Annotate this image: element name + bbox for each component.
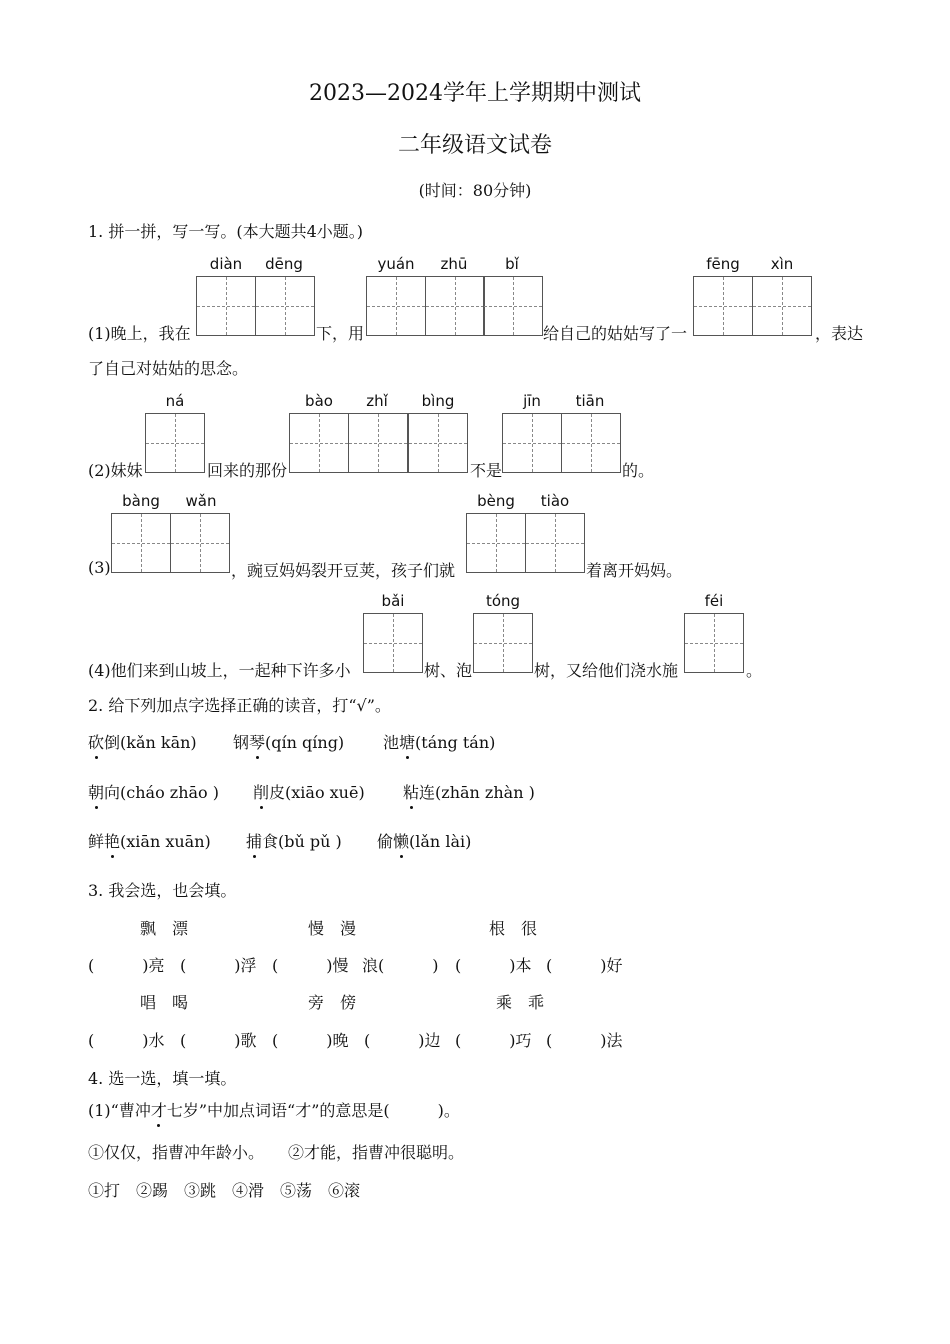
exam-time: (时间：80分钟) — [418, 181, 532, 200]
q2-item-rest: (qín qíng) — [265, 733, 345, 752]
q3-fill-blank[interactable]: ( )好 — [546, 956, 623, 975]
dotted-char: 捕 — [246, 829, 262, 852]
pinyin: bèng — [477, 492, 515, 510]
q4-heading: 4. 选一选，填一填。 — [88, 1069, 237, 1088]
q2-item-pre: 池 — [383, 733, 400, 752]
dotted-char: 懒 — [393, 829, 409, 852]
q4-question-post: 七岁”中加点词语“才”的意思是( )。 — [166, 1101, 460, 1120]
q3-word-pair: 唱 喝 — [140, 993, 189, 1012]
pinyin: bìng — [421, 392, 455, 410]
q3-word-pair: 慢 漫 — [308, 919, 357, 938]
q4-question — [88, 1098, 460, 1121]
q2-item-rest: 倒(kǎn kān) — [104, 733, 197, 752]
pinyin: ná — [165, 392, 185, 410]
writing-grid[interactable] — [363, 613, 422, 673]
writing-grid[interactable] — [289, 413, 406, 473]
writing-grid[interactable] — [466, 513, 583, 573]
pinyin: féi — [704, 592, 724, 610]
q4-question-pre: (1)“曹冲 — [88, 1101, 151, 1120]
dotted-char: 艳 — [104, 829, 120, 852]
q3-fill-blank[interactable]: ( )慢 — [272, 956, 349, 975]
dotted-char: 塘 — [399, 730, 415, 753]
writing-grid[interactable] — [408, 413, 467, 473]
q2-item — [88, 829, 211, 852]
q2-item-pre: 鲜 — [88, 832, 105, 851]
q2-item-rest: 向(cháo zhāo ) — [104, 783, 220, 802]
q1-s4-text: 树，又给他们浇水施 — [534, 661, 679, 680]
q2-item-rest: (táng tán) — [415, 733, 496, 752]
writing-grid[interactable] — [502, 413, 619, 473]
q2-item — [88, 730, 197, 753]
pinyin: bàng — [122, 492, 160, 510]
q3-word-pair: 根 很 — [489, 919, 538, 938]
q4-options: ①仅仅，指曹冲年龄小。 ②才能，指曹冲很聪明。 — [88, 1143, 465, 1162]
pinyin: fēng — [706, 255, 740, 273]
q2-item-rest: 连(zhān zhàn ) — [419, 783, 535, 802]
q1-s4-text: (4)他们来到山坡上，一起种下许多小 — [88, 661, 351, 680]
q1-s3-text: (3) — [88, 558, 111, 577]
writing-grid[interactable] — [196, 276, 313, 336]
q3-fill-blank[interactable]: ( )亮 — [88, 956, 165, 975]
q3-fill-blank[interactable]: 浪( ) — [362, 956, 439, 975]
q3-word-pair: 飘 漂 — [140, 919, 189, 938]
writing-grid[interactable] — [145, 413, 204, 473]
q2-item-pre: 钢 — [233, 733, 250, 752]
q3-fill-blank[interactable]: ( )歌 — [180, 1031, 257, 1050]
writing-grid[interactable] — [473, 613, 532, 673]
pinyin: xìn — [770, 255, 794, 273]
q2-item-pre: 偷 — [377, 832, 394, 851]
q1-s2-text: 不是 — [470, 461, 503, 480]
exam-subtitle: 二年级语文试卷 — [397, 133, 552, 158]
pinyin: tiào — [540, 492, 570, 510]
q2-item-rest: 食(bǔ pǔ ) — [262, 832, 342, 851]
q1-s1-text: 了自己对姑姑的思念。 — [88, 359, 249, 378]
pinyin: jīn — [523, 392, 541, 410]
q2-item — [377, 829, 471, 852]
q1-s1-text: (1)晚上，我在 — [88, 324, 191, 343]
q1-heading: 1. 拼一拼，写一写。(本大题共4小题。) — [88, 222, 364, 241]
dotted-char: 琴 — [249, 730, 265, 753]
q1-s1-text: ，表达 — [815, 324, 864, 343]
q1-s1-text: 给自己的姑姑写了一 — [543, 324, 688, 343]
q3-fill-blank[interactable]: ( )法 — [546, 1031, 623, 1050]
q1-s2-text: 回来的那份 — [207, 461, 288, 480]
q3-fill-blank[interactable]: ( )水 — [88, 1031, 165, 1050]
q3-heading: 3. 我会选，也会填。 — [88, 881, 237, 900]
q1-s3-text: ，豌豆妈妈裂开豆荚，孩子们就 — [231, 561, 456, 580]
q1-s4-text: 。 — [746, 661, 763, 680]
pinyin: tóng — [485, 592, 521, 610]
q3-fill-blank[interactable]: ( )巧 — [455, 1031, 532, 1050]
q3-fill-blank[interactable]: ( )本 — [455, 956, 532, 975]
q3-fill-blank[interactable]: ( )浮 — [180, 956, 257, 975]
q1-s2-text: (2)妹妹 — [88, 461, 143, 480]
q2-item — [383, 730, 495, 753]
q2-item — [88, 780, 219, 803]
q1-s2-text: 的。 — [622, 461, 655, 480]
writing-grid[interactable] — [366, 276, 542, 336]
dotted-char: 朝 — [88, 780, 104, 803]
q2-heading: 2. 给下列加点字选择正确的读音，打“√”。 — [88, 696, 391, 715]
q3-word-pair: 旁 傍 — [308, 993, 357, 1012]
pinyin: bào — [305, 392, 333, 410]
writing-grid[interactable] — [111, 513, 228, 573]
pinyin: bǐ — [505, 255, 519, 273]
q2-item-rest: 皮(xiāo xuē) — [269, 783, 365, 802]
q2-item-rest: (xiān xuān) — [120, 832, 211, 851]
pinyin: zhū — [440, 255, 468, 273]
dotted-char: 才 — [151, 1098, 167, 1121]
writing-grid[interactable] — [684, 613, 743, 673]
q1-s3-text: 着离开妈妈。 — [586, 561, 683, 580]
q2-item-rest: (lǎn lài) — [409, 832, 472, 851]
q4-options: ①打 ②踢 ③跳 ④滑 ⑤荡 ⑥滚 — [88, 1181, 361, 1200]
writing-grid[interactable] — [693, 276, 810, 336]
dotted-char: 削 — [253, 780, 269, 803]
q2-item — [246, 829, 342, 852]
pinyin: dēng — [265, 255, 303, 273]
q2-item — [253, 780, 365, 803]
pinyin: diàn — [209, 255, 243, 273]
q1-s4-text: 树、泡 — [424, 661, 473, 680]
q2-item — [403, 780, 535, 803]
q1-s1-text: 下，用 — [316, 324, 365, 343]
exam-title: 2023—2024学年上学期期中测试 — [309, 81, 641, 106]
q3-fill-blank[interactable]: ( )晚 — [272, 1031, 349, 1050]
q3-word-pair: 乘 乖 — [496, 993, 545, 1012]
pinyin: yuán — [377, 255, 415, 273]
dotted-char: 粘 — [403, 780, 419, 803]
q2-item — [233, 730, 344, 753]
pinyin: wǎn — [185, 492, 217, 510]
pinyin: bǎi — [381, 592, 405, 610]
dotted-char: 砍 — [88, 730, 104, 753]
pinyin: tiān — [575, 392, 605, 410]
pinyin: zhǐ — [366, 392, 388, 410]
q3-fill-blank[interactable]: ( )边 — [364, 1031, 441, 1050]
